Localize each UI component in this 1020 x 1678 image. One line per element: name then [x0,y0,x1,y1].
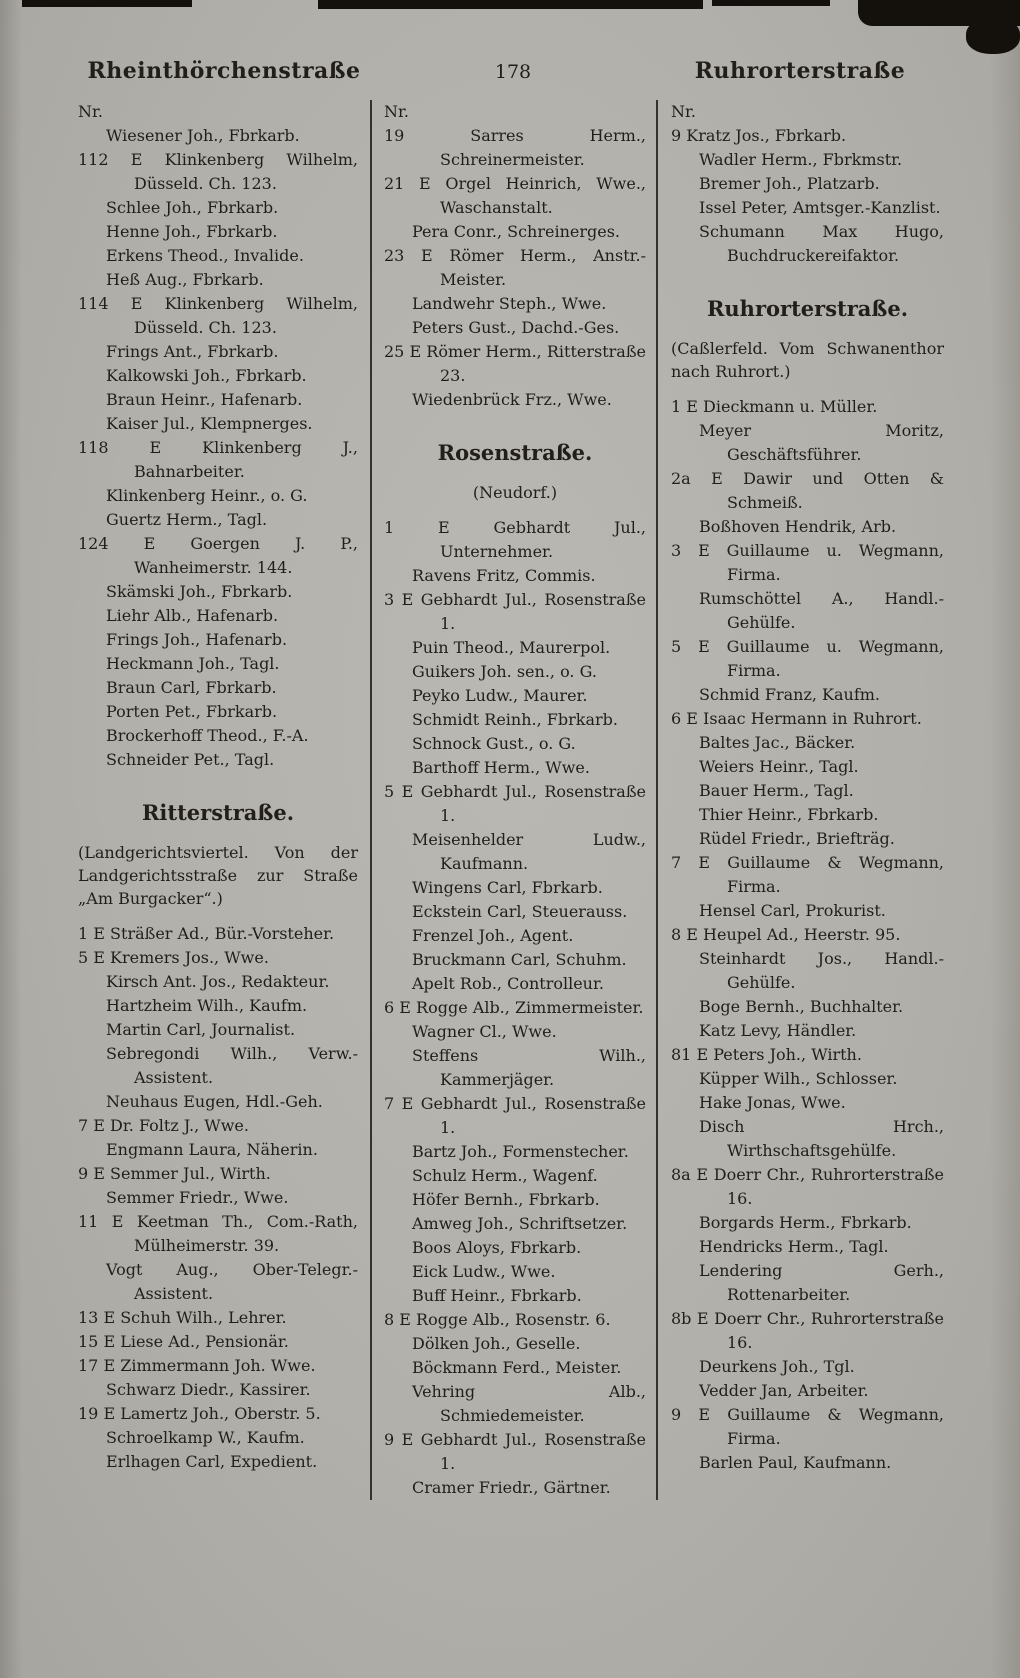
directory-entry [671,1211,944,1235]
entry-text: Katz Levy, Händler. [699,1021,857,1040]
directory-entry [78,220,358,244]
entry-text: Dölken Joh., Geselle. [412,1334,581,1353]
directory-entry [671,1163,944,1211]
entry-text: Heß Aug., Fbrkarb. [106,270,264,289]
entry-text: Weiers Heinr., Tagl. [699,757,859,776]
entry-text: Baltes Jac., Bäcker. [699,733,856,752]
directory-entry [384,244,646,292]
house-number: 8a E [671,1165,709,1184]
entry-text: Vogt Aug., Ober-Telegr.-Assistent. [106,1260,358,1303]
entry-text: Schroelkamp W., Kaufm. [106,1428,305,1447]
directory-entry [671,515,944,539]
directory-entry [78,436,358,484]
directory-entry [78,700,358,724]
house-number: 5 E [384,782,414,801]
entry-text: Orgel Heinrich, Wwe., Waschanstalt. [440,174,646,217]
directory-entry [78,148,358,196]
entry-text: Erlhagen Carl, Expedient. [106,1452,318,1471]
directory-entry [384,756,646,780]
entry-text: Sträßer Ad., Bür.-Vorsteher. [110,924,335,943]
entry-text: Bartz Joh., Formenstecher. [412,1142,629,1161]
directory-entry [671,1259,944,1307]
house-number: 21 E [384,174,431,193]
directory-entry [384,388,646,412]
directory-entry [78,124,358,148]
entry-text: Doerr Chr., Ruhrorterstraße 16. [714,1309,944,1352]
directory-entry [671,827,944,851]
house-number: 7 E [384,1094,414,1113]
page-number: 178 [494,61,532,83]
directory-entry [671,635,944,683]
directory-entry [78,1354,358,1378]
directory-entry [384,660,646,684]
entry-text: Semmer Friedr., Wwe. [106,1188,289,1207]
directory-entry [78,1450,358,1474]
house-number: 9 [671,126,682,145]
entry-text: Barthoff Herm., Wwe. [412,758,590,777]
entry-text: Kaiser Jul., Klempnerges. [106,414,313,433]
entry-text: Boge Bernh., Buchhalter. [699,997,904,1016]
directory-entry [384,124,646,172]
house-number: 8b E [671,1309,709,1328]
directory-entry [671,947,944,995]
entry-text: Schmidt Reinh., Fbrkarb. [412,710,618,729]
entry-text: Dieckmann u. Müller. [703,397,878,416]
entry-text: Guikers Joh. sen., o. G. [412,662,597,681]
entry-text: Borgards Herm., Fbrkarb. [699,1213,912,1232]
entry-text: Schuh Wilh., Lehrer. [120,1308,287,1327]
entry-text: Wadler Herm., Fbrkmstr. [699,150,903,169]
entry-text: Deurkens Joh., Tgl. [699,1357,855,1376]
house-number: 5 E [671,637,710,656]
directory-entry [671,395,944,419]
entry-text: Guertz Herm., Tagl. [106,510,268,529]
directory-entry [78,970,358,994]
directory-entry [78,724,358,748]
directory-entry [671,1019,944,1043]
entry-text: Gebhardt Jul., Rosenstraße 1. [420,782,646,825]
directory-entry [671,1451,944,1475]
directory-entry [78,1402,358,1426]
directory-entry [78,628,358,652]
directory-entry [78,748,358,772]
entry-text: Guillaume u. Wegmann, Firma. [726,541,944,584]
directory-entry [78,580,358,604]
house-number: 9 E [671,1405,711,1424]
entry-text: Schwarz Diedr., Kassirer. [106,1380,311,1399]
directory-entry [78,484,358,508]
entry-text: Keetman Th., Com.-Rath, Mülheimerstr. 39. [134,1212,358,1255]
street-name-heading: Ruhrorterstraße. [706,296,909,321]
directory-entry [78,1018,358,1042]
entry-text: Doerr Chr., Ruhrorterstraße 16. [713,1165,945,1208]
entry-text: Kratz Jos., Fbrkarb. [686,126,847,145]
directory-entry [384,948,646,972]
house-number: 9 E [384,1430,414,1449]
directory-entry [384,1308,646,1332]
entry-text: Böckmann Ferd., Meister. [412,1358,622,1377]
nr-column-label: Nr. [671,102,696,121]
entry-text: Meyer Moritz, Geschäftsführer. [699,421,944,464]
entry-text: Peters Joh., Wirth. [713,1045,862,1064]
entry-text: Skämski Joh., Fbrkarb. [106,582,293,601]
directory-entry [671,1307,944,1355]
entry-text: Klinkenberg Wilhelm, Düsseld. Ch. 123. [134,150,358,193]
directory-entry [671,539,944,587]
directory-entry [384,1044,646,1092]
house-number: 2a E [671,469,723,488]
street-name-heading: Ritterstraße. [141,800,295,825]
entry-text: Amweg Joh., Schriftsetzer. [412,1214,628,1233]
entry-text: Barlen Paul, Kaufmann. [699,1453,892,1472]
running-head-right: Ruhrorterstraße [694,58,906,84]
entry-text: Vehring Alb., Schmiedemeister. [412,1382,646,1425]
directory-entry [78,340,358,364]
directory-entry [78,994,358,1018]
directory-entry [384,220,646,244]
entry-text: Frenzel Joh., Agent. [412,926,574,945]
entry-text: Isaac Hermann in Ruhrort. [703,709,922,728]
column [78,100,370,1500]
directory-entry [671,1235,944,1259]
directory-entry [384,876,646,900]
entry-text: Frings Ant., Fbrkarb. [106,342,279,361]
house-number: 124 E [78,534,156,553]
directory-entry [671,196,944,220]
entry-text: Liese Ad., Pensionär. [120,1332,289,1351]
entry-text: Rumschöttel A., Handl.-Gehülfe. [699,589,944,632]
entry-text: Issel Peter, Amtsger.-Kanzlist. [699,198,941,217]
entry-text: Bauer Herm., Tagl. [699,781,854,800]
entry-text: Vedder Jan, Arbeiter. [699,1381,869,1400]
columns [78,100,944,1500]
directory-entry [78,1426,358,1450]
directory-entry [384,1140,646,1164]
entry-text: Sarres Herm., Schreinermeister. [440,126,646,169]
entry-text: Rüdel Friedr., Briefträg. [699,829,895,848]
house-number: 112 E [78,150,143,169]
directory-entry [78,1186,358,1210]
entry-text: Klinkenberg J., Bahnarbeiter. [134,438,358,481]
page-header [78,58,944,84]
directory-entry [384,996,646,1020]
directory-entry [384,1188,646,1212]
directory-entry [671,899,944,923]
entry-text: Lamertz Joh., Oberstr. 5. [120,1404,321,1423]
entry-text: Gebhardt Jul., Unternehmer. [440,518,646,561]
entry-text: Liehr Alb., Hafenarb. [106,606,279,625]
directory-entry [671,1403,944,1451]
directory-entry [384,1356,646,1380]
directory-entry [384,1092,646,1140]
entry-text: Brockerhoff Theod., F.-A. [106,726,309,745]
directory-entry [384,636,646,660]
directory-entry [384,1212,646,1236]
entry-text: Heckmann Joh., Tagl. [106,654,280,673]
directory-entry [384,1284,646,1308]
house-number: 1 E [78,924,105,943]
entry-text: Thier Heinr., Fbrkarb. [699,805,879,824]
directory-entry [671,683,944,707]
entry-text: Porten Pet., Fbrkarb. [106,702,278,721]
house-number: 15 E [78,1332,116,1351]
directory-entry [384,1164,646,1188]
entry-text: Landwehr Steph., Wwe. [412,294,607,313]
directory-entry [384,684,646,708]
entry-text: Hake Jonas, Wwe. [699,1093,846,1112]
directory-entry [384,340,646,388]
entry-text: Dr. Foltz J., Wwe. [110,1116,249,1135]
house-number: 8 E [384,1310,411,1329]
entry-text: Römer Herm., Ritterstraße 23. [426,342,646,385]
directory-entry [78,292,358,340]
directory-entry [384,588,646,636]
entry-text: Eckstein Carl, Steuerauss. [412,902,628,921]
directory-entry [671,755,944,779]
entry-text: Schnock Gust., o. G. [412,734,576,753]
entry-text: Kremers Jos., Wwe. [110,948,269,967]
directory-entry [384,316,646,340]
entry-text: Guillaume u. Wegmann, Firma. [726,637,944,680]
directory-entry [671,172,944,196]
directory-entry [384,732,646,756]
entry-text: Martin Carl, Journalist. [106,1020,296,1039]
directory-entry [384,828,646,876]
directory-entry [384,1380,646,1428]
directory-entry [671,851,944,899]
directory-entry [78,946,358,970]
directory-entry [384,900,646,924]
directory-entry [384,1260,646,1284]
directory-entry [671,707,944,731]
column [370,100,656,1500]
directory-entry [78,1378,358,1402]
entry-text: Lendering Gerh., Rottenarbeiter. [699,1261,944,1304]
directory-entry [78,1090,358,1114]
entry-text: Steffens Wilh., Kammerjäger. [412,1046,646,1089]
house-number: 1 E [671,397,698,416]
directory-entry [78,922,358,946]
house-number: 6 E [384,998,411,1017]
entry-text: Höfer Bernh., Fbrkarb. [412,1190,600,1209]
house-number: 19 [384,126,405,145]
street-name-heading: Rosenstraße. [437,440,593,465]
entry-text: Braun Carl, Fbrkarb. [106,678,277,697]
directory-entry [671,923,944,947]
directory-entry [78,1330,358,1354]
entry-text: Boos Aloys, Fbrkarb. [412,1238,582,1257]
directory-entry [671,1043,944,1067]
house-number: 81 E [671,1045,709,1064]
directory-entry [671,995,944,1019]
directory-entry [78,388,358,412]
entry-text: Klinkenberg Heinr., o. G. [106,486,308,505]
entry-text: Hendricks Herm., Tagl. [699,1237,889,1256]
entry-text: Kirsch Ant. Jos., Redakteur. [106,972,330,991]
entry-text: Gebhardt Jul., Rosenstraße 1. [420,1430,646,1473]
entry-text: Puin Theod., Maurerpol. [412,638,611,657]
directory-entry [78,412,358,436]
directory-entry [78,1114,358,1138]
entry-text: Schulz Herm., Wagenf. [412,1166,598,1185]
entry-text: Steinhardt Jos., Handl.-Gehülfe. [699,949,944,992]
directory-entry [384,516,646,564]
directory-entry [78,268,358,292]
directory-entry [384,1428,646,1476]
directory-entry [384,708,646,732]
directory-entry [384,172,646,220]
entry-text: Goergen J. P., Wanheimerstr. 144. [134,534,359,577]
house-number: 8 E [671,925,698,944]
house-number: 25 E [384,342,422,361]
directory-entry [78,508,358,532]
nr-column-label: Nr. [78,102,103,121]
house-number: 118 E [78,438,162,457]
entry-text: Schneider Pet., Tagl. [106,750,275,769]
directory-entry [78,652,358,676]
directory-entry [671,1067,944,1091]
entry-text: Dawir und Otten & Schmeiß. [727,469,944,512]
entry-text: Peters Gust., Dachd.-Ges. [412,318,620,337]
directory-entry [671,1355,944,1379]
entry-text: Apelt Rob., Controlleur. [412,974,604,993]
directory-entry [384,292,646,316]
directory-entry [671,148,944,172]
street-description: (Neudorf.) [472,483,558,502]
entry-text: Neuhaus Eugen, Hdl.-Geh. [106,1092,323,1111]
entry-text: Disch Hrch., Wirthschaftsgehülfe. [699,1117,944,1160]
street-description: (Landgerichtsviertel. Von der Landgerichtsstraße zur Straße „Am Burgacker“.) [78,843,358,908]
house-number: 3 E [671,541,710,560]
entry-text: Kalkowski Joh., Fbrkarb. [106,366,307,385]
entry-text: Wiesener Joh., Fbrkarb. [106,126,300,145]
entry-text: Guillaume & Wegmann, Firma. [727,853,945,896]
directory-entry [671,1115,944,1163]
entry-text: Rogge Alb., Rosenstr. 6. [416,1310,611,1329]
entry-text: Wagner Cl., Wwe. [412,1022,557,1041]
entry-text: Frings Joh., Hafenarb. [106,630,288,649]
directory-entry [671,731,944,755]
entry-text: Bremer Joh., Platzarb. [699,174,880,193]
directory-entry [384,1020,646,1044]
directory-entry [671,419,944,467]
entry-text: Rogge Alb., Zimmermeister. [416,998,644,1017]
entry-text: Heupel Ad., Heerstr. 95. [703,925,901,944]
house-number: 11 E [78,1212,124,1231]
entry-text: Hensel Carl, Prokurist. [699,901,886,920]
directory-entry [671,124,944,148]
directory-entry [671,1091,944,1115]
house-number: 13 E [78,1308,116,1327]
entry-text: Römer Herm., Anstr.-Meister. [440,246,646,289]
entry-text: Ravens Fritz, Commis. [412,566,596,585]
directory-entry [78,1162,358,1186]
entry-text: Braun Heinr., Hafenarb. [106,390,303,409]
directory-entry [671,467,944,515]
house-number: 7 E [671,853,711,872]
entry-text: Peyko Ludw., Maurer. [412,686,588,705]
entry-text: Wiedenbrück Frz., Wwe. [412,390,612,409]
directory-entry [78,604,358,628]
house-number: 19 E [78,1404,116,1423]
entry-text: Küpper Wilh., Schlosser. [699,1069,898,1088]
directory-entry [78,196,358,220]
entry-text: Boßhoven Hendrik, Arb. [699,517,897,536]
directory-entry [384,780,646,828]
house-number: 114 E [78,294,143,313]
house-number: 5 E [78,948,105,967]
directory-entry [384,1236,646,1260]
directory-entry [671,1379,944,1403]
entry-text: Wingens Carl, Fbrkarb. [412,878,603,897]
entry-text: Schmid Franz, Kaufm. [699,685,881,704]
entry-text: Hartzheim Wilh., Kaufm. [106,996,308,1015]
house-number: 6 E [671,709,698,728]
directory-entry [384,972,646,996]
entry-text: Sebregondi Wilh., Verw.-Assistent. [106,1044,358,1087]
entry-text: Henne Joh., Fbrkarb. [106,222,278,241]
directory-entry [78,364,358,388]
directory-entry [671,587,944,635]
house-number: 7 E [78,1116,105,1135]
entry-text: Guillaume & Wegmann, Firma. [727,1405,945,1448]
entry-text: Klinkenberg Wilhelm, Düsseld. Ch. 123. [134,294,358,337]
directory-entry [384,564,646,588]
running-head-left: Rheinthörchenstraße [87,58,361,84]
directory-entry [78,1042,358,1090]
entry-text: Cramer Friedr., Gärtner. [412,1478,611,1497]
entry-text: Gebhardt Jul., Rosenstraße 1. [420,1094,646,1137]
entry-text: Bruckmann Carl, Schuhm. [412,950,627,969]
house-number: 3 E [384,590,414,609]
entry-text: Buff Heinr., Fbrkarb. [412,1286,582,1305]
entry-text: Eick Ludw., Wwe. [412,1262,556,1281]
directory-entry [78,532,358,580]
directory-entry [78,244,358,268]
entry-text: Schumann Max Hugo, Buchdruckereifaktor. [699,222,944,265]
directory-entry [384,1332,646,1356]
nr-column-label: Nr. [384,102,409,121]
house-number: 23 E [384,246,433,265]
directory-entry [671,779,944,803]
entry-text: Meisenhelder Ludw., Kaufmann. [412,830,646,873]
directory-entry [78,1210,358,1258]
directory-entry [78,1306,358,1330]
directory-entry [671,803,944,827]
entry-text: Erkens Theod., Invalide. [106,246,304,265]
house-number: 17 E [78,1356,116,1375]
house-number: 9 E [78,1164,105,1183]
directory-entry [384,1476,646,1500]
directory-entry [671,220,944,268]
entry-text: Semmer Jul., Wirth. [110,1164,271,1183]
entry-text: Pera Conr., Schreinerges. [412,222,621,241]
entry-text: Schlee Joh., Fbrkarb. [106,198,279,217]
entry-text: Gebhardt Jul., Rosenstraße 1. [420,590,646,633]
entry-text: Zimmermann Joh. Wwe. [120,1356,316,1375]
house-number: 1 E [384,518,450,537]
directory-entry [78,1138,358,1162]
street-description: (Caßlerfeld. Vom Schwanenthor nach Ruhrort.) [671,339,944,381]
directory-entry [78,1258,358,1306]
directory-entry [384,924,646,948]
directory-entry [78,676,358,700]
column [656,100,944,1500]
entry-text: Engmann Laura, Näherin. [106,1140,318,1159]
